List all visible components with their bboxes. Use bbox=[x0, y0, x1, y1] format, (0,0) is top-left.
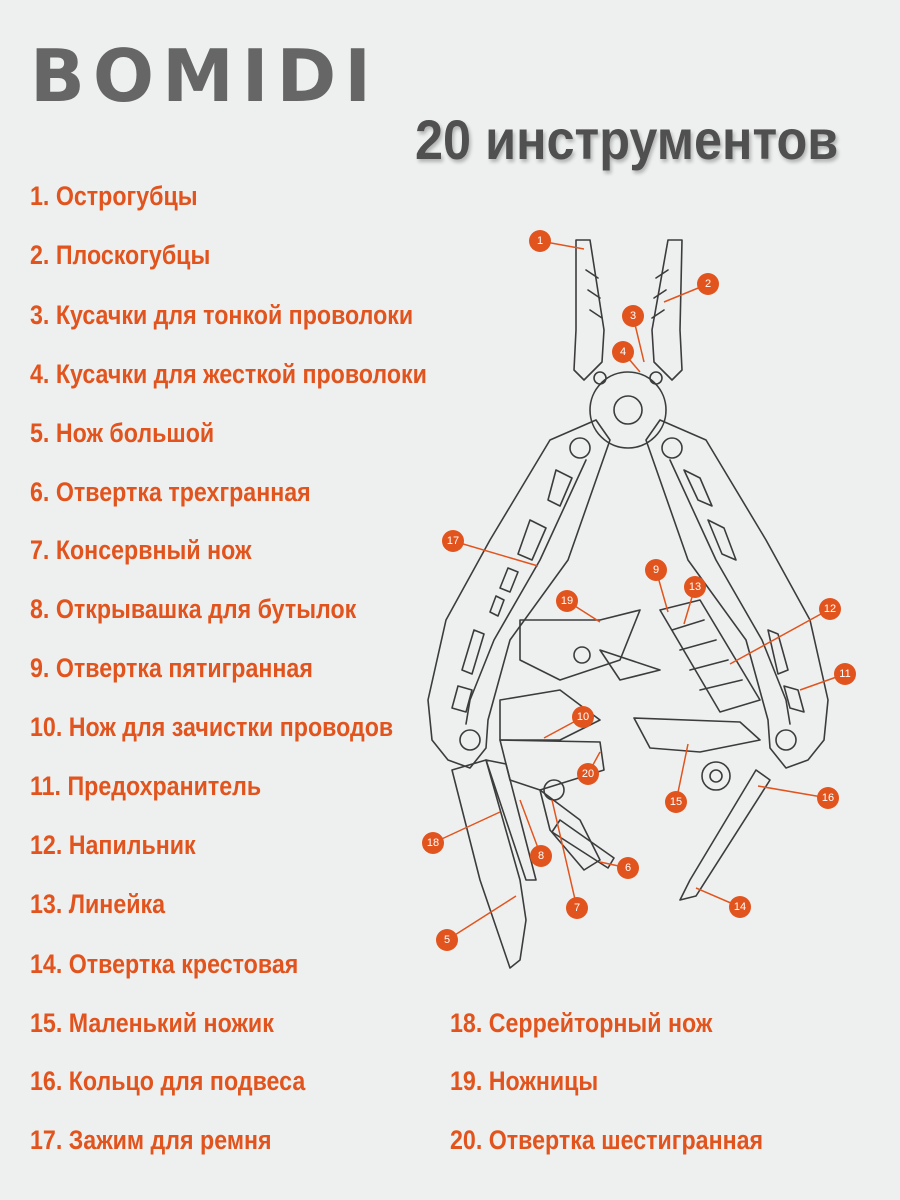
list-item: 2. Плоскогубцы bbox=[30, 240, 211, 270]
right-handle-screw-bottom bbox=[776, 730, 796, 750]
callout-label-19: 19 bbox=[560, 595, 574, 607]
right-jaw-serration bbox=[652, 270, 668, 318]
left-handle-screw-top bbox=[570, 438, 590, 458]
left-slot-1 bbox=[548, 470, 572, 506]
callout-label-3: 3 bbox=[629, 310, 637, 322]
right-slot-3 bbox=[768, 630, 788, 674]
list-item: 17. Зажим для ремня bbox=[30, 1125, 272, 1155]
pivot-inner bbox=[614, 396, 642, 424]
callout-label-5: 5 bbox=[443, 934, 451, 946]
callout-label-7: 7 bbox=[573, 902, 581, 914]
callout-label-20: 20 bbox=[581, 768, 595, 780]
list-item: 3. Кусачки для тонкой проволоки bbox=[30, 300, 414, 330]
brand-logo: BOMIDI bbox=[30, 34, 380, 118]
callout-label-8: 8 bbox=[537, 850, 545, 862]
left-slot-5 bbox=[462, 630, 484, 674]
list-item: 18. Серрейторный нож bbox=[450, 1008, 713, 1038]
callout-badge-19 bbox=[556, 590, 578, 612]
callout-label-16: 16 bbox=[821, 792, 835, 804]
list-item: 8. Открывашка для бутылок bbox=[30, 594, 357, 624]
callout-badge-5 bbox=[436, 929, 458, 951]
callout-label-9: 9 bbox=[652, 564, 660, 576]
callout-badge-17 bbox=[442, 530, 464, 552]
hanging-ring-inner bbox=[710, 770, 722, 782]
list-item: 10. Нож для зачистки проводов bbox=[30, 712, 394, 742]
hanging-ring bbox=[702, 762, 730, 790]
right-handle-outline bbox=[646, 420, 828, 768]
callout-label-11: 11 bbox=[839, 668, 851, 680]
list-item: 16. Кольцо для подвеса bbox=[30, 1066, 306, 1096]
callout-label-10: 10 bbox=[576, 711, 590, 723]
callout-label-15: 15 bbox=[669, 796, 683, 808]
callout-badge-9 bbox=[645, 559, 667, 581]
file-hatch bbox=[672, 620, 742, 690]
list-item: 13. Линейка bbox=[30, 889, 166, 919]
callout-label-2: 2 bbox=[704, 278, 712, 290]
right-jaw-outline bbox=[652, 240, 682, 380]
callout-badge-1 bbox=[529, 230, 551, 252]
callout-label-13: 13 bbox=[688, 581, 702, 593]
list-item: 1. Острогубцы bbox=[30, 181, 198, 211]
callout-label-1: 1 bbox=[536, 235, 544, 247]
left-slot-4 bbox=[490, 596, 504, 616]
list-item: 6. Отвертка трехгранная bbox=[30, 477, 311, 507]
callout-badge-4 bbox=[612, 341, 634, 363]
list-item: 5. Нож большой bbox=[30, 418, 215, 448]
scissors-blade-top bbox=[520, 610, 640, 680]
callout-badge-7 bbox=[566, 897, 588, 919]
callout-badge-18 bbox=[422, 832, 444, 854]
callout-label-18: 18 bbox=[426, 837, 440, 849]
callout-label-4: 4 bbox=[619, 346, 627, 358]
scissors-pivot bbox=[574, 647, 590, 663]
list-item: 14. Отвертка крестовая bbox=[30, 949, 299, 979]
list-item: 7. Консервный нож bbox=[30, 535, 252, 565]
list-item: 15. Маленький ножик bbox=[30, 1008, 274, 1038]
list-item: 4. Кусачки для жесткой проволоки bbox=[30, 359, 427, 389]
callout-badge-3 bbox=[622, 305, 644, 327]
left-jaw-serration bbox=[586, 270, 602, 318]
callout-badge-16 bbox=[817, 787, 839, 809]
callout-badge-14 bbox=[729, 896, 751, 918]
bottle-opener-hole bbox=[544, 780, 564, 800]
callout-label-12: 12 bbox=[823, 603, 837, 615]
callout-badge-13 bbox=[684, 576, 706, 598]
list-item: 11. Предохранитель bbox=[30, 771, 262, 801]
right-handle-screw-top bbox=[662, 438, 682, 458]
callout-badge-20 bbox=[577, 763, 599, 785]
cross-screwdriver-outline bbox=[680, 770, 770, 900]
callout-badge-15 bbox=[665, 791, 687, 813]
jaw-rivet-right bbox=[650, 372, 662, 384]
list-item: 9. Отвертка пятигранная bbox=[30, 653, 313, 683]
serrated-knife-outline bbox=[486, 760, 536, 880]
callout-badge-6 bbox=[617, 857, 639, 879]
callout-label-14: 14 bbox=[733, 901, 747, 913]
callout-badge-11 bbox=[834, 663, 856, 685]
left-handle-screw-bottom bbox=[460, 730, 480, 750]
left-slot-3 bbox=[500, 568, 518, 592]
page-title: 20 инструментов bbox=[414, 108, 838, 171]
large-knife-outline bbox=[452, 760, 526, 968]
jaw-rivet-left bbox=[594, 372, 606, 384]
scissors-blade-lower bbox=[600, 650, 660, 680]
callout-badge-2 bbox=[697, 273, 719, 295]
right-slot-2 bbox=[708, 520, 736, 560]
callout-label-6: 6 bbox=[624, 862, 632, 874]
left-jaw-outline bbox=[574, 240, 604, 380]
callout-badge-8 bbox=[530, 845, 552, 867]
callout-badge-12 bbox=[819, 598, 841, 620]
small-knife-outline bbox=[634, 718, 760, 752]
list-item: 20. Отвертка шестигранная bbox=[450, 1125, 764, 1155]
callout-badge-10 bbox=[572, 706, 594, 728]
list-item: 19. Ножницы bbox=[450, 1066, 599, 1096]
list-item: 12. Напильник bbox=[30, 830, 196, 860]
callout-label-17: 17 bbox=[446, 535, 460, 547]
left-slot-2 bbox=[518, 520, 546, 560]
